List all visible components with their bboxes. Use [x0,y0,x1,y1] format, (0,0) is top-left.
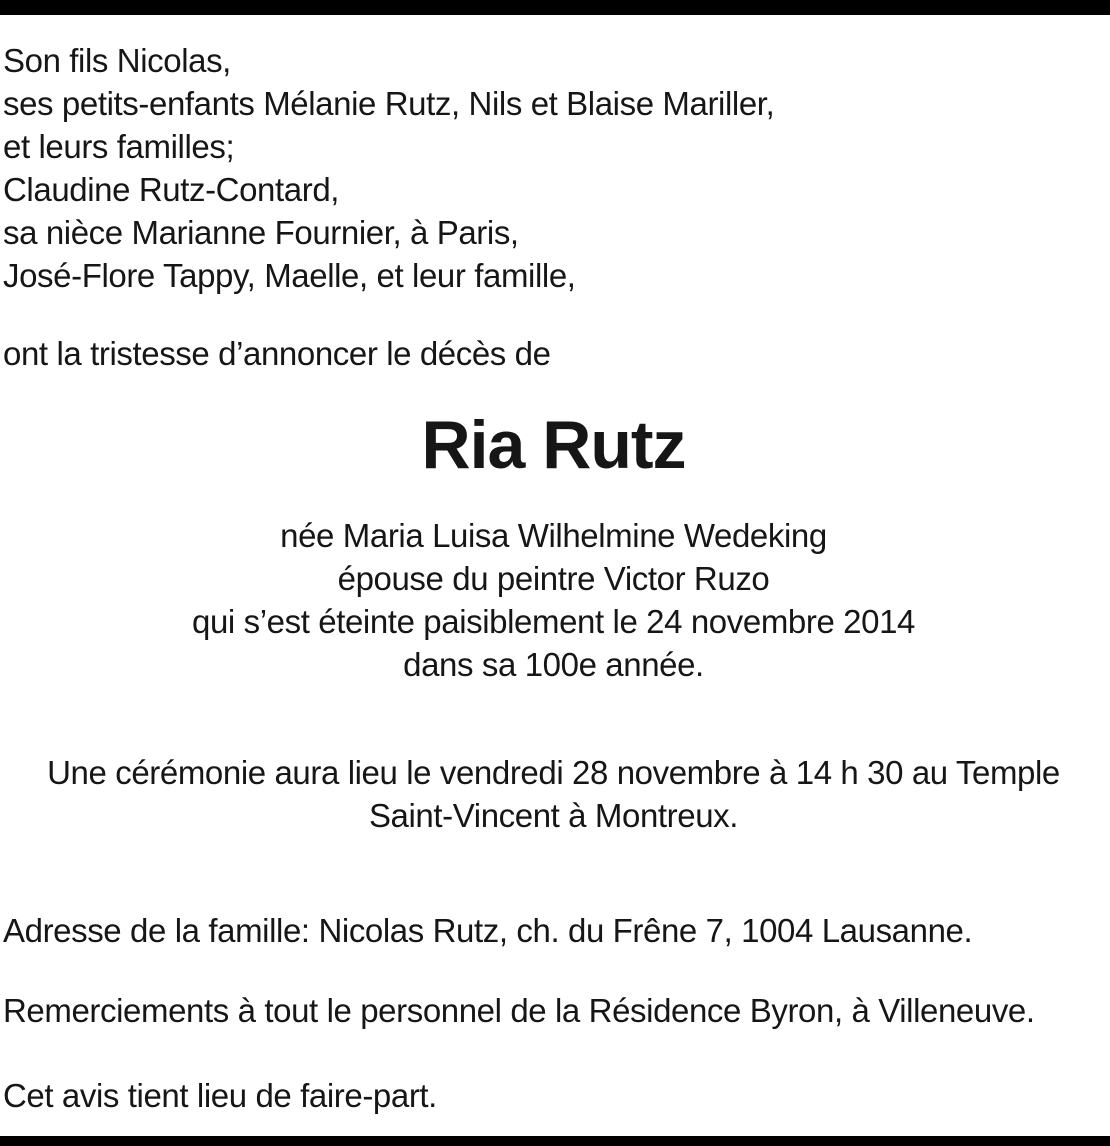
family-line: Son fils Nicolas, [3,42,231,79]
family-line: José-Flore Tappy, Maelle, et leur famille, [3,257,576,294]
life-detail-line: qui s’est éteinte paisiblement le 24 novembre 2014 [192,603,915,640]
thanks-text: Remerciements à tout le personnel de la Résidence Byron, à Villeneuve. [3,992,1035,1029]
family-line: et leurs familles; [3,128,235,165]
top-border-bar [0,0,1110,15]
family-line: Claudine Rutz-Contard, [3,171,340,208]
life-detail-line: dans sa 100e année. [403,646,704,683]
life-detail-line: née Maria Luisa Wilhelmine Wedeking [280,517,827,554]
ceremony-info [3,751,1104,837]
ceremony-line: Une cérémonie aura lieu le vendredi 28 novembre à 14 h 30 au Temple [47,754,1060,791]
life-details [3,514,1104,686]
bottom-border-bar [0,1136,1110,1146]
announcement-text: ont la tristesse d’annoncer le décès de [3,335,551,372]
family-list [3,39,1104,297]
ceremony-line: Saint-Vincent à Montreux. [368,797,739,834]
family-line: sa nièce Marianne Fournier, à Paris, [3,214,519,251]
notice-content [0,15,1110,1136]
deceased-name: Ria Rutz [421,407,686,483]
family-address: Adresse de la famille: Nicolas Rutz, ch. du Frêne 7, 1004 Lausanne. [3,912,973,949]
family-line: ses petits-enfants Mélanie Rutz, Nils et Blaise Mariller, [3,85,775,122]
life-detail-line: épouse du peintre Victor Ruzo [337,560,770,597]
closing-text: Cet avis tient lieu de faire-part. [3,1077,437,1114]
